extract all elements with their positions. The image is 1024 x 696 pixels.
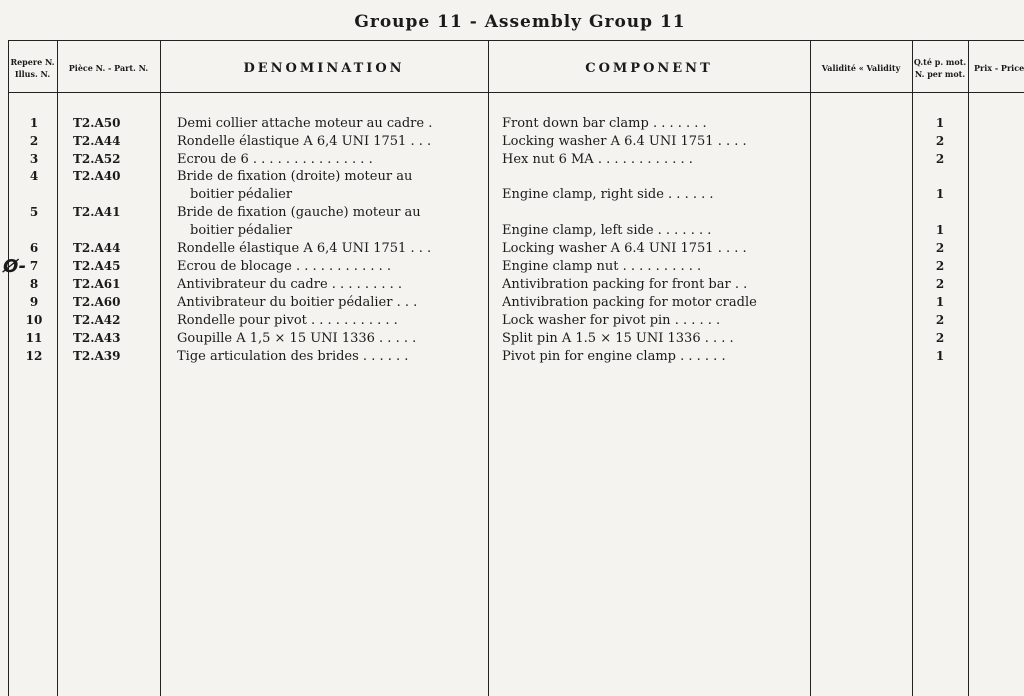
page-title: Groupe 11 - Assembly Group 11 <box>354 12 686 32</box>
part-number: T2.A52 <box>73 152 121 166</box>
header-quantity-line1: Q.té p. mot. <box>913 57 967 67</box>
header-validity: Validité « Validity <box>821 63 901 73</box>
component: Lock washer for pivot pin . . . . . . <box>502 313 721 328</box>
repere-number: 2 <box>29 134 39 148</box>
repere-number: 3 <box>29 152 39 166</box>
row-4 <box>0 168 1024 186</box>
header-denomination: DENOMINATION <box>243 60 405 76</box>
component: Front down bar clamp . . . . . . . <box>502 116 707 131</box>
header-repere-line1: Repere N. <box>10 57 55 67</box>
part-number: T2.A44 <box>73 241 121 255</box>
repere-number: 11 <box>25 331 43 345</box>
denomination: Rondelle élastique A 6,4 UNI 1751 . . . <box>177 241 432 256</box>
row-7 <box>0 258 1024 276</box>
quantity: 2 <box>935 241 945 255</box>
component: Antivibration packing for front bar . . <box>502 277 748 292</box>
part-number: T2.A39 <box>73 349 121 363</box>
denomination: Rondelle élastique A 6,4 UNI 1751 . . . <box>177 134 432 149</box>
row-5-continuation <box>0 222 1024 240</box>
row-8 <box>0 276 1024 294</box>
part-number: T2.A61 <box>73 277 121 291</box>
component: Split pin A 1.5 × 15 UNI 1336 . . . . <box>502 331 734 346</box>
denomination: Ecrou de 6 . . . . . . . . . . . . . . . <box>177 152 373 167</box>
header-part-number: Pièce N. - Part. N. <box>68 63 149 73</box>
quantity: 2 <box>935 259 945 273</box>
part-number: T2.A50 <box>73 116 121 130</box>
row-4-continuation <box>0 186 1024 204</box>
header-component: COMPONENT <box>585 60 713 76</box>
denomination: Antivibrateur du cadre . . . . . . . . . <box>177 277 403 292</box>
part-number: T2.A40 <box>73 169 121 183</box>
denomination: Rondelle pour pivot . . . . . . . . . . . <box>177 313 398 328</box>
row-5 <box>0 204 1024 222</box>
quantity: 1 <box>935 349 945 363</box>
denomination: Tige articulation des brides . . . . . . <box>177 349 409 364</box>
header-quantity-line2: N. per mot. <box>914 69 966 79</box>
row-11 <box>0 330 1024 348</box>
component: Locking washer A 6.4 UNI 1751 . . . . <box>502 241 747 256</box>
quantity: 2 <box>935 313 945 327</box>
component: Engine clamp, right side . . . . . . <box>502 187 714 202</box>
header-price: Prix - Price <box>974 63 1024 73</box>
row-10 <box>0 312 1024 330</box>
part-number: T2.A45 <box>73 259 121 273</box>
quantity: 1 <box>935 187 945 201</box>
denomination: Ecrou de blocage . . . . . . . . . . . . <box>177 259 391 274</box>
repere-number: 6 <box>29 241 39 255</box>
part-number: T2.A44 <box>73 134 121 148</box>
component: Pivot pin for engine clamp . . . . . . <box>502 349 726 364</box>
denomination: Demi collier attache moteur au cadre . <box>177 116 433 131</box>
quantity: 2 <box>935 134 945 148</box>
quantity: 2 <box>935 277 945 291</box>
row-6 <box>0 240 1024 258</box>
quantity: 1 <box>935 116 945 130</box>
repere-number: 9 <box>29 295 39 309</box>
row-1 <box>0 115 1024 133</box>
quantity: 2 <box>935 152 945 166</box>
row-2 <box>0 133 1024 151</box>
handwritten-margin-mark: Ø- <box>3 256 27 277</box>
denomination: Antivibrateur du boitier pédalier . . . <box>177 295 418 310</box>
part-number: T2.A41 <box>73 205 121 219</box>
repere-number: 5 <box>29 205 39 219</box>
row-9 <box>0 294 1024 312</box>
quantity: 1 <box>935 223 945 237</box>
part-number: T2.A60 <box>73 295 121 309</box>
repere-number: 7 <box>29 259 39 273</box>
row-3 <box>0 151 1024 169</box>
denomination: Goupille A 1,5 × 15 UNI 1336 . . . . . <box>177 331 417 346</box>
component: Locking washer A 6.4 UNI 1751 . . . . <box>502 134 747 149</box>
denomination: Bride de fixation (droite) moteur au <box>177 169 413 184</box>
repere-number: 10 <box>25 313 43 327</box>
header-repere <box>8 44 57 92</box>
component: Engine clamp nut . . . . . . . . . . <box>502 259 702 274</box>
component: Antivibration packing for motor cradle <box>502 295 757 310</box>
component: Hex nut 6 MA . . . . . . . . . . . . <box>502 152 693 167</box>
header-repere-line2: Illus. N. <box>14 69 51 79</box>
row-12 <box>0 348 1024 366</box>
denomination-continuation: boitier pédalier <box>190 187 293 202</box>
header-quantity <box>912 44 968 92</box>
denomination: Bride de fixation (gauche) moteur au <box>177 205 421 220</box>
quantity: 2 <box>935 331 945 345</box>
repere-number: 12 <box>25 349 43 363</box>
component: Engine clamp, left side . . . . . . . <box>502 223 712 238</box>
repere-number: 1 <box>29 116 39 130</box>
part-number: T2.A43 <box>73 331 121 345</box>
repere-number: 8 <box>29 277 39 291</box>
quantity: 1 <box>935 295 945 309</box>
repere-number: 4 <box>29 169 39 183</box>
denomination-continuation: boitier pédalier <box>190 223 293 238</box>
part-number: T2.A42 <box>73 313 121 327</box>
